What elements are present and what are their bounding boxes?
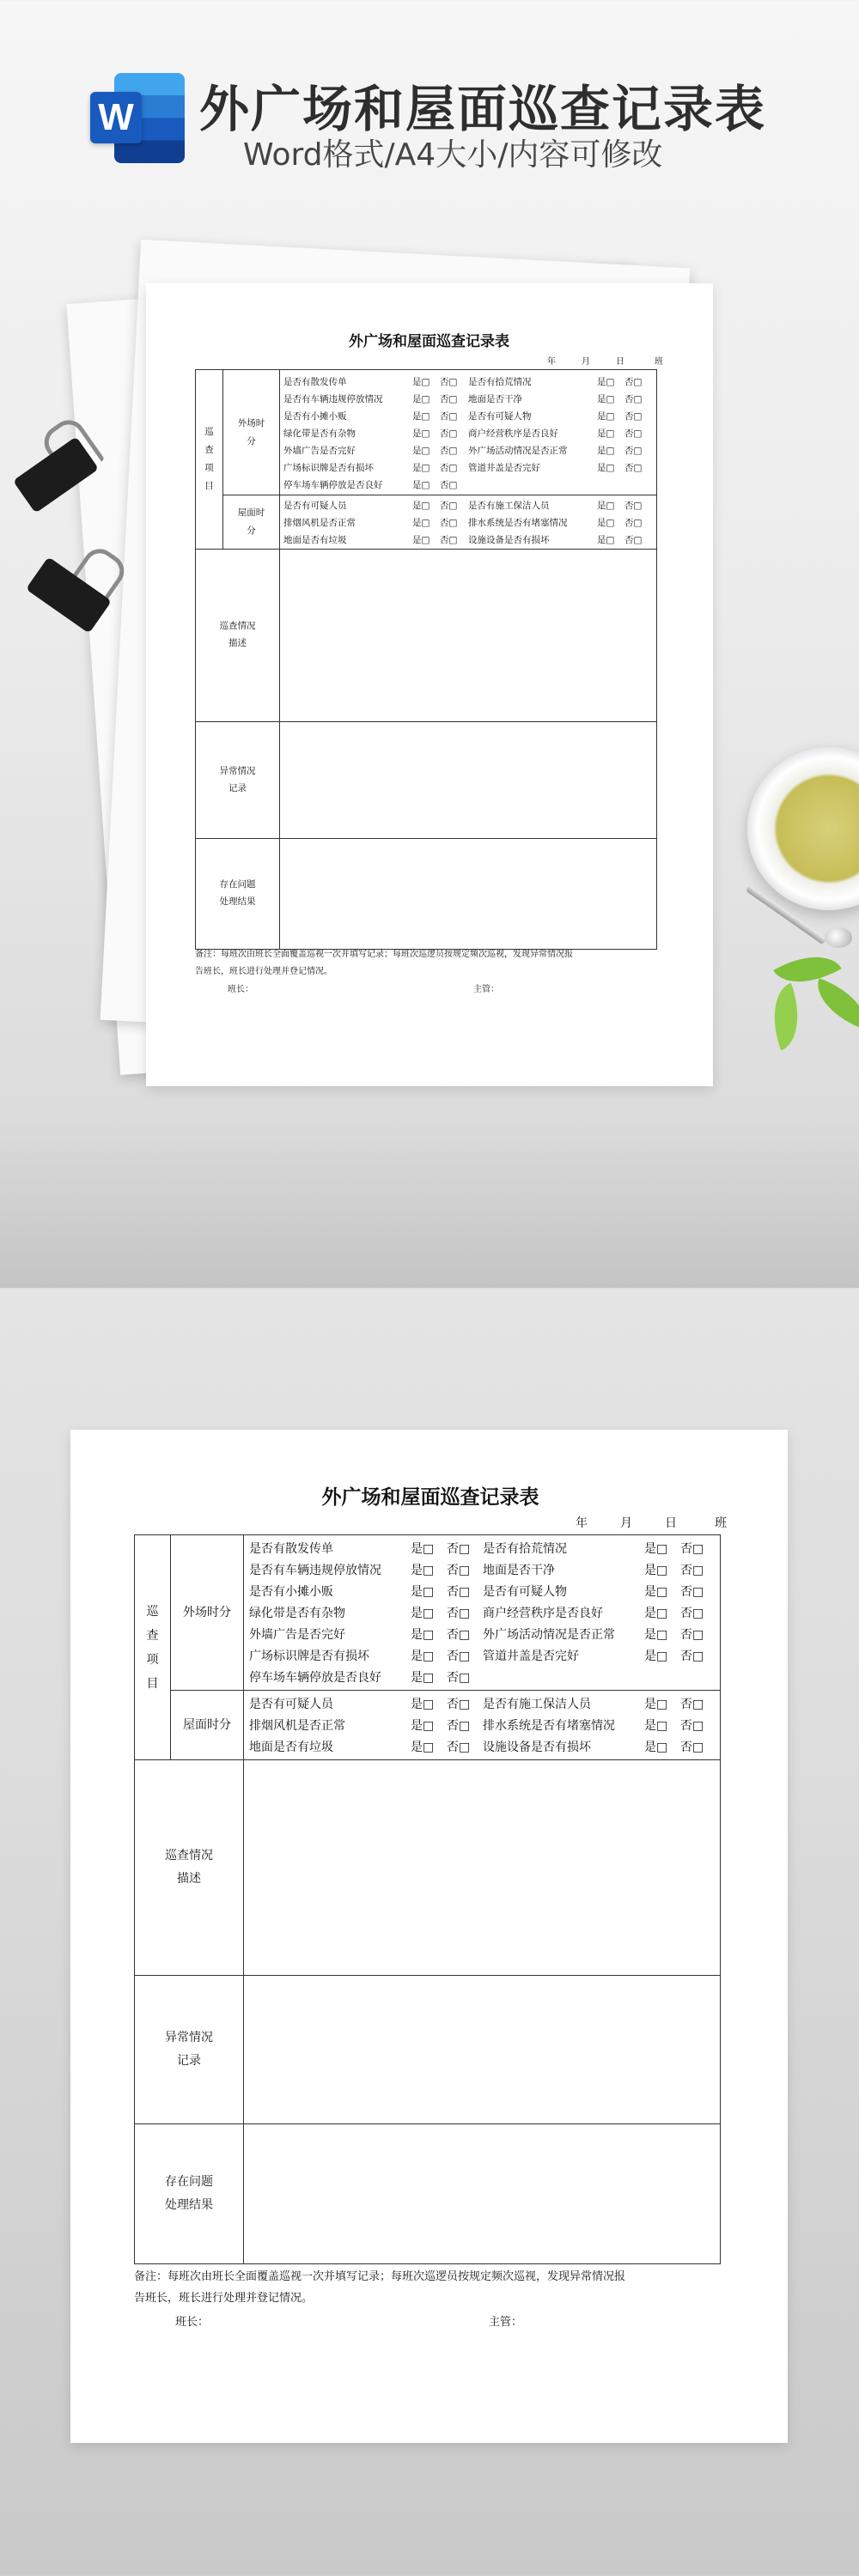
abnormal-label-line-1: 异常情况 (165, 2031, 213, 2045)
no-checkbox[interactable]: 否□ (447, 1649, 471, 1663)
document-content (195, 283, 663, 1086)
checklist-row (249, 1625, 483, 1646)
outdoor-right-list (468, 374, 652, 494)
spoon-head-icon (825, 927, 852, 948)
checklist-row (468, 514, 652, 532)
checklist-row (249, 1716, 483, 1737)
outdoor-label: 外场时分 (183, 1606, 231, 1619)
checklist-row (468, 442, 652, 459)
section-label: 巡查项目 (146, 1604, 159, 1691)
date-day-label: 日 (616, 357, 624, 367)
yes-checkbox[interactable]: 是□ (411, 1606, 435, 1620)
checklist-row (283, 514, 468, 532)
date-shift-label: 班 (655, 357, 663, 367)
checklist-question: 停车场车辆停放是否良好 (283, 479, 383, 490)
no-checkbox[interactable]: 否□ (440, 393, 458, 404)
remark-line-1: 备注：每班次由班长全面覆盖巡视一次并填写记录；每班次巡逻员按规定频次巡视，发现异常情况报 (195, 950, 573, 959)
patrol-form-table-large (134, 1534, 721, 2264)
yes-checkbox[interactable]: 是□ (412, 462, 430, 473)
yes-checkbox[interactable]: 是□ (597, 445, 615, 456)
supervisor-signature-label: 主管： (489, 2316, 523, 2329)
checklist-question: 地面是否有垃圾 (249, 1740, 333, 1754)
checklist-row (468, 497, 652, 514)
no-checkbox[interactable]: 否□ (447, 1697, 471, 1711)
yes-checkbox[interactable]: 是□ (597, 501, 615, 511)
checklist-row (249, 1539, 483, 1560)
outdoor-label-cell (171, 1535, 244, 1691)
checklist-question: 设施设备是否有损坏 (483, 1740, 591, 1754)
checklist-row (283, 425, 468, 442)
checklist-question: 是否有拾荒情况 (483, 1541, 567, 1556)
checklist-question: 设施设备是否有损坏 (468, 535, 550, 545)
no-checkbox[interactable]: 否□ (447, 1718, 471, 1733)
abnormal-label-line-2: 记录 (228, 782, 247, 793)
checklist-question: 商户经营秩序是否良好 (483, 1606, 603, 1620)
checklist-row (483, 1737, 716, 1759)
checklist-row (483, 1603, 716, 1625)
yes-checkbox[interactable]: 是□ (597, 376, 615, 387)
checklist-row (483, 1716, 716, 1737)
patrol-description-field[interactable] (280, 550, 657, 722)
outdoor-label-cell (223, 370, 280, 495)
issue-result-label (196, 839, 280, 950)
yes-checkbox[interactable]: 是□ (412, 410, 430, 422)
date-shift-label: 班 (715, 1516, 727, 1530)
no-checkbox[interactable]: 否□ (440, 376, 458, 387)
roof-label: 屋面时分 (183, 1718, 231, 1732)
yes-checkbox[interactable]: 是□ (411, 1563, 435, 1577)
date-year-label: 年 (547, 357, 556, 367)
checklist-question: 是否有可疑人物 (468, 410, 532, 422)
checklist-question: 排烟风机是否正常 (283, 518, 356, 528)
checklist-question: 商户经营秩序是否良好 (468, 428, 558, 439)
yes-checkbox[interactable]: 是□ (644, 1541, 668, 1556)
no-checkbox[interactable]: 否□ (440, 535, 458, 545)
no-checkbox[interactable]: 否□ (447, 1606, 471, 1620)
page-title: 外广场和屋面巡查记录表 (199, 80, 767, 138)
yes-checkbox[interactable]: 是□ (411, 1584, 435, 1599)
checklist-row (283, 477, 468, 494)
outdoor-items-cell (280, 370, 657, 495)
checklist-question: 是否有车辆违规停放情况 (249, 1563, 381, 1577)
patrol-label-line-2: 描述 (228, 638, 247, 648)
checklist-question: 管道井盖是否完好 (468, 462, 540, 473)
checklist-row (283, 459, 468, 477)
mint-leaf-icon (808, 978, 859, 1030)
checklist-question: 是否有可疑人员 (283, 501, 347, 511)
checklist-question: 绿化带是否有杂物 (283, 428, 356, 439)
yes-checkbox[interactable]: 是□ (411, 1649, 435, 1663)
checklist-row (249, 1668, 483, 1689)
checklist-question: 是否有小摊小贩 (249, 1584, 333, 1599)
yes-checkbox[interactable]: 是□ (412, 479, 430, 490)
checklist-question: 绿化带是否有杂物 (249, 1606, 345, 1620)
yes-checkbox[interactable]: 是□ (644, 1649, 668, 1663)
no-checkbox[interactable]: 否□ (440, 501, 458, 511)
checklist-question: 是否有拾荒情况 (468, 376, 532, 387)
checklist-question: 广场标识牌是否有损坏 (283, 462, 374, 473)
checklist-question: 停车场车辆停放是否良好 (249, 1670, 381, 1685)
checklist-question: 是否有可疑人物 (483, 1584, 567, 1599)
no-checkbox[interactable]: 否□ (624, 462, 643, 473)
no-checkbox[interactable]: 否□ (624, 501, 643, 511)
checklist-row (483, 1625, 716, 1646)
checklist-row (468, 391, 652, 408)
checklist-row (483, 1539, 716, 1560)
abnormal-record-field[interactable] (280, 722, 657, 839)
no-checkbox[interactable]: 否□ (624, 535, 643, 545)
issue-label-line-1: 存在问题 (219, 879, 256, 890)
no-checkbox[interactable]: 否□ (440, 445, 458, 456)
no-checkbox[interactable]: 否□ (447, 1563, 471, 1577)
yes-checkbox[interactable]: 是□ (411, 1697, 435, 1711)
no-checkbox[interactable]: 否□ (624, 393, 643, 404)
roof-left-list (283, 497, 468, 549)
yes-checkbox[interactable]: 是□ (411, 1541, 435, 1556)
roof-items-cell (280, 495, 657, 550)
checklist-question: 是否有施工保洁人员 (483, 1697, 591, 1711)
roof-right-list (483, 1694, 716, 1759)
document-preview (146, 283, 713, 1086)
yes-checkbox[interactable]: 是□ (411, 1627, 435, 1642)
checklist-question: 排水系统是否有堵塞情况 (468, 518, 568, 528)
date-day-label: 日 (665, 1516, 677, 1530)
date-month-label: 月 (620, 1516, 632, 1530)
issue-label-line-2: 处理结果 (165, 2198, 213, 2212)
date-month-label: 月 (582, 357, 590, 367)
abnormal-record-label (196, 722, 280, 839)
checklist-question: 是否有散发传单 (249, 1541, 333, 1556)
yes-checkbox[interactable]: 是□ (412, 393, 430, 404)
checklist-question: 是否有散发传单 (283, 376, 347, 387)
patrol-form-table (195, 369, 657, 950)
no-checkbox[interactable]: 否□ (624, 518, 643, 528)
no-checkbox[interactable]: 否□ (680, 1606, 704, 1620)
yes-checkbox[interactable]: 是□ (411, 1670, 435, 1685)
checklist-row (249, 1694, 483, 1716)
checklist-row (249, 1560, 483, 1582)
no-checkbox[interactable]: 否□ (447, 1584, 471, 1599)
yes-checkbox[interactable]: 是□ (597, 535, 615, 545)
roof-items-cell (244, 1691, 721, 1760)
checklist-question: 外广场活动情况是否正常 (468, 445, 568, 456)
yes-checkbox[interactable]: 是□ (597, 518, 615, 528)
no-checkbox[interactable]: 否□ (440, 479, 458, 490)
yes-checkbox[interactable]: 是□ (597, 393, 615, 404)
checklist-row (468, 532, 652, 549)
patrol-items-label (135, 1535, 171, 1760)
checklist-row (249, 1582, 483, 1603)
checklist-question: 广场标识牌是否有损坏 (249, 1649, 369, 1663)
yes-checkbox[interactable]: 是□ (644, 1584, 668, 1599)
checklist-row (468, 408, 652, 425)
yes-checkbox[interactable]: 是□ (644, 1718, 668, 1733)
issue-result-field[interactable] (244, 2124, 721, 2264)
supervisor-signature-label: 主管： (473, 985, 499, 994)
checklist-row (483, 1694, 716, 1716)
checklist-question: 外墙广告是否完好 (283, 445, 356, 456)
checklist-row (283, 391, 468, 408)
no-checkbox[interactable]: 否□ (680, 1584, 704, 1599)
abnormal-record-label (135, 1976, 244, 2124)
date-row (547, 354, 663, 367)
issue-result-field[interactable] (280, 839, 657, 950)
checklist-row (483, 1560, 716, 1582)
yes-checkbox[interactable]: 是□ (411, 1718, 435, 1733)
document-full (70, 1430, 788, 2443)
word-app-icon (90, 73, 186, 163)
remark-line-1: 备注：每班次由班长全面覆盖巡视一次并填写记录；每班次巡逻员按规定频次巡视，发现异常情况报 (134, 2270, 626, 2283)
yes-checkbox[interactable]: 是□ (644, 1627, 668, 1642)
no-checkbox[interactable]: 否□ (680, 1649, 704, 1663)
checklist-row (468, 459, 652, 477)
outdoor-left-list (283, 374, 468, 494)
checklist-row (468, 425, 652, 442)
roof-label: 屋面时分 (237, 507, 265, 536)
no-checkbox[interactable]: 否□ (680, 1627, 704, 1642)
patrol-label-line-1: 巡查情况 (165, 1849, 213, 1863)
no-checkbox[interactable]: 否□ (440, 462, 458, 473)
yes-checkbox[interactable]: 是□ (644, 1563, 668, 1577)
outdoor-label: 外场时分 (237, 417, 265, 447)
outdoor-right-list (483, 1539, 716, 1689)
remark-line-2: 告班长，班长进行处理并登记情况。 (195, 967, 332, 976)
checklist-question: 外墙广告是否完好 (249, 1627, 345, 1642)
no-checkbox[interactable]: 否□ (624, 445, 643, 456)
no-checkbox[interactable]: 否□ (680, 1563, 704, 1577)
document-title: 外广场和屋面巡查记录表 (349, 333, 509, 350)
roof-label-cell (223, 495, 280, 550)
patrol-description-label (135, 1760, 244, 1976)
word-letter-icon: W (90, 92, 142, 143)
yes-checkbox[interactable]: 是□ (412, 445, 430, 456)
patrol-description-field[interactable] (244, 1760, 721, 1976)
outdoor-items-cell (244, 1535, 721, 1691)
no-checkbox[interactable]: 否□ (680, 1697, 704, 1711)
checklist-row (468, 374, 652, 391)
checklist-row (283, 408, 468, 425)
yes-checkbox[interactable]: 是□ (644, 1740, 668, 1754)
date-year-label: 年 (576, 1516, 588, 1530)
leader-signature-label: 班长： (175, 2316, 210, 2329)
checklist-row (249, 1603, 483, 1625)
checklist-question: 外广场活动情况是否正常 (483, 1627, 615, 1642)
checklist-question: 排烟风机是否正常 (249, 1718, 345, 1733)
checklist-question: 排水系统是否有堵塞情况 (483, 1718, 615, 1733)
checklist-question: 是否有施工保洁人员 (468, 501, 550, 511)
checklist-row (283, 442, 468, 459)
tea-cup-image (747, 747, 859, 910)
issue-result-label (135, 2124, 244, 2264)
no-checkbox[interactable]: 否□ (447, 1541, 471, 1556)
no-checkbox[interactable]: 否□ (680, 1718, 704, 1733)
checklist-question: 是否有可疑人员 (249, 1697, 333, 1711)
checklist-row (483, 1646, 716, 1668)
document-title-large: 外广场和屋面巡查记录表 (321, 1486, 539, 1509)
no-checkbox[interactable]: 否□ (447, 1627, 471, 1642)
checklist-question: 管道井盖是否完好 (483, 1649, 579, 1663)
page-subtitle: Word格式/A4大小/内容可修改 (243, 137, 663, 173)
patrol-items-label (196, 370, 223, 550)
abnormal-label-line-2: 记录 (177, 2054, 201, 2068)
no-checkbox[interactable]: 否□ (624, 428, 643, 439)
checklist-question: 是否有车辆违规停放情况 (283, 393, 383, 404)
no-checkbox[interactable]: 否□ (624, 410, 643, 422)
abnormal-record-field[interactable] (244, 1976, 721, 2124)
checklist-question: 地面是否干净 (483, 1563, 555, 1577)
yes-checkbox[interactable]: 是□ (597, 428, 615, 439)
checklist-row (483, 1582, 716, 1603)
date-row-large (576, 1514, 727, 1531)
yes-checkbox[interactable]: 是□ (644, 1697, 668, 1711)
no-checkbox[interactable]: 否□ (440, 518, 458, 528)
abnormal-label-line-1: 异常情况 (219, 765, 256, 776)
no-checkbox[interactable]: 否□ (440, 410, 458, 422)
outdoor-left-list (249, 1539, 483, 1689)
yes-checkbox[interactable]: 是□ (411, 1740, 435, 1754)
yes-checkbox[interactable]: 是□ (412, 501, 430, 511)
yes-checkbox[interactable]: 是□ (597, 462, 615, 473)
leader-signature-label: 班长： (228, 985, 253, 994)
issue-label-line-2: 处理结果 (219, 896, 256, 907)
no-checkbox[interactable]: 否□ (680, 1740, 704, 1754)
checklist-question: 是否有小摊小贩 (283, 410, 347, 422)
roof-right-list (468, 497, 652, 549)
no-checkbox[interactable]: 否□ (447, 1670, 471, 1685)
mint-leaf-icon (760, 983, 812, 1051)
checklist-question: 地面是否有垃圾 (283, 535, 347, 545)
checklist-row (283, 497, 468, 514)
checklist-row (249, 1737, 483, 1759)
yes-checkbox[interactable]: 是□ (644, 1606, 668, 1620)
checklist-question: 地面是否干净 (468, 393, 522, 404)
yes-checkbox[interactable]: 是□ (597, 410, 615, 422)
checklist-row (283, 374, 468, 391)
no-checkbox[interactable]: 否□ (680, 1541, 704, 1556)
no-checkbox[interactable]: 否□ (624, 376, 643, 387)
patrol-description-label (196, 550, 280, 722)
no-checkbox[interactable]: 否□ (447, 1740, 471, 1754)
no-checkbox[interactable]: 否□ (440, 428, 458, 439)
patrol-label-line-1: 巡查情况 (219, 621, 256, 632)
yes-checkbox[interactable]: 是□ (412, 428, 430, 439)
section-label: 巡查项目 (204, 427, 214, 491)
remark-line-2: 告班长，班长进行处理并登记情况。 (134, 2292, 314, 2305)
checklist-row (249, 1646, 483, 1668)
patrol-label-line-2: 描述 (177, 1872, 201, 1886)
roof-left-list (249, 1694, 483, 1759)
yes-checkbox[interactable]: 是□ (412, 518, 430, 528)
document-content-large (134, 1430, 727, 2443)
yes-checkbox[interactable]: 是□ (412, 376, 430, 387)
yes-checkbox[interactable]: 是□ (412, 535, 430, 545)
checklist-row (283, 532, 468, 549)
roof-label-cell (171, 1691, 244, 1760)
issue-label-line-1: 存在问题 (165, 2175, 213, 2190)
